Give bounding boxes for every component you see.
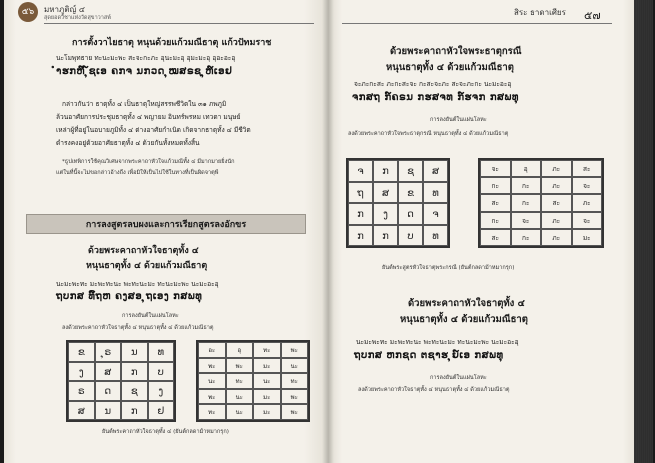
inscribe-label: การลงยันต์ในแผ่นโลหะ	[122, 313, 179, 319]
heading: หนุนธาตุทั้ง ๔ ด้วยแก้วมณีธาตุ	[400, 314, 528, 325]
yantra-cell: ທ	[423, 225, 448, 247]
footnote-line: *ธูปเทพิการใช้คุณวิเศษจากพระคาถาหัวใจแก้วมณีทั้ง ๔ มีมากมายยิ่งนัก	[62, 159, 235, 165]
yantra-cell: กะ	[511, 194, 542, 211]
page-edges	[634, 0, 653, 463]
yantra-cell: ທ	[148, 342, 175, 362]
section-banner	[26, 214, 306, 234]
yantra-cell: อุ	[226, 342, 254, 358]
right-page	[328, 0, 634, 463]
yantra-cell: มะ	[253, 358, 281, 374]
yantra-cell: ກ	[121, 401, 148, 421]
yantra-cell: ກ	[373, 225, 398, 247]
yantra-cell: ທ	[423, 182, 448, 204]
yantra-cell: จะ	[572, 212, 603, 229]
book-spine	[322, 0, 334, 463]
yantra-cell: ຢ	[148, 401, 175, 421]
yantra-cell: ກ	[348, 203, 373, 225]
yantra-caption: ยันต์พระสูตรหัวใจธาตุพระกรณี (ยันต์กลดาม้าหมากรุก)	[382, 265, 515, 271]
yantra-cell: ทะ	[281, 373, 309, 389]
page-number-badge	[18, 2, 38, 22]
right-header-rule	[342, 23, 612, 24]
yantra-cell: ກ	[373, 160, 398, 182]
heading: ด้วยพระคาถาหัวใจธาตุทั้ง ๔	[408, 298, 525, 309]
left-page	[4, 0, 328, 463]
yantra-cell: ງ	[68, 362, 95, 382]
yantra-cell: ສ	[95, 362, 122, 382]
yantra-cell: ບ	[148, 362, 175, 382]
yantra-cell: นะ	[281, 358, 309, 374]
yantra-cell: นะ	[198, 373, 226, 389]
sub-heading: ด้วยพระคาถาหัวใจธาตุทั้ง ๔	[88, 246, 199, 256]
yantra-cell: พะ	[281, 342, 309, 358]
inscribe-instruction: ลงด้วยพระคาถาหัวใจธาตุทั้ง ๔ หนุนธาตุทั้ง ๔ ด้วยแก้วมณีธาตุ	[62, 325, 214, 331]
yantra-cell: ภะ	[541, 160, 572, 177]
intro-title: การตั้งวาไยธาตุ หนุนด้วยแก้วมณีธาตุ แก้วปัทมราช	[72, 38, 272, 48]
chant-line: จะภะกะสะ ภะกะสะจะ กะสะจะภะ สะจะภะกะ นะมะอะอุ	[354, 80, 512, 88]
yantra-grid-syllables	[196, 340, 310, 422]
yantra-grid-letters	[66, 340, 176, 422]
chant-script: ຖບກສ ທົ໌ຖຫ ຄງສອ ຸຖເອງ ກສພທຸ	[56, 291, 203, 302]
yantra-cell: ງ	[148, 381, 175, 401]
yantra-cell: อะ	[198, 342, 226, 358]
left-page-number: ๕๖	[21, 7, 35, 17]
yantra-cell: ຂ	[398, 182, 423, 204]
yantra-cell: ງ	[373, 203, 398, 225]
chant-script: ຈກສຖ ກ໌ຄຣນ ກຮສຈທ ກ໌ຮຈກ ກສພທຸ	[352, 92, 519, 103]
yantra-cell: นะ	[226, 404, 254, 420]
inscribe-label: การลงยันต์ในแผ่นโลหะ	[430, 375, 487, 381]
yantra-cell: ภะ	[541, 177, 572, 194]
intro-body-line: ล้วนอาศัยการประชุมธาตุทั้ง ๔ พญายม อินทร์พรหม เทวดา มนุษย์	[56, 113, 241, 121]
yantra-grid-letters	[346, 158, 450, 248]
yantra-cell: ນ	[121, 342, 148, 362]
yantra-cell: นะ	[253, 373, 281, 389]
open-book	[4, 0, 653, 463]
yantra-cell: ຣ	[68, 381, 95, 401]
yantra-cell: สะ	[480, 194, 511, 211]
left-header-title: มหาภูติญ์ ๔	[44, 5, 85, 14]
intro-body-line: ดำรงคงอยู่ด้วยอาศัยธาตุทั้ง ๔ ด้วยกันทั้งหมดทั้งสิ้น	[56, 139, 200, 147]
intro-chant-line: นะโมพุทธาย ทะนะมะพะ สะจะกะภะ อุนะมะอุ อุมะมะอุ อุอะอะอุ	[56, 54, 236, 62]
yantra-cell: ຈ	[348, 160, 373, 182]
yantra-cell: ດ	[95, 381, 122, 401]
yantra-cell: ຸຣ	[95, 342, 122, 362]
right-header-title: สิระ ธาดาเศียร	[514, 8, 566, 17]
yantra-cell: ภะ	[541, 229, 572, 246]
yantra-cell: มะ	[572, 229, 603, 246]
yantra-cell: ສ	[423, 160, 448, 182]
yantra-cell: สะ	[572, 160, 603, 177]
yantra-cell: จะ	[572, 177, 603, 194]
chant-script: ຖບກສ ຫກຊດ ຕຊາຮ ຸຍ໌ເອ ກສພທຸ	[354, 350, 504, 361]
intro-chant-script: ຳຮກຫ໌ ຸ໌ຊເອ ຄກຈ ນກວດ ຸໝສຣຊ ຸຫ໌ເອຢ	[56, 66, 233, 77]
yantra-cell: พะ	[226, 358, 254, 374]
yantra-caption: ยันต์พระคาถาหัวใจธาตุทั้ง ๔ (ยันต์กลดาม้าหมากรุก)	[102, 429, 229, 435]
yantra-cell: ภะ	[541, 212, 572, 229]
yantra-cell: ทะ	[226, 373, 254, 389]
yantra-cell: พะ	[281, 404, 309, 420]
sub-heading: หนุนธาตุทั้ง ๔ ด้วยแก้วมณีธาตุ	[86, 261, 208, 271]
yantra-cell: ນ	[95, 401, 122, 421]
left-header-rule	[44, 23, 314, 24]
yantra-cell: สะ	[480, 229, 511, 246]
yantra-cell: ດ	[398, 203, 423, 225]
heading: หนุนธาตุทั้ง ๔ ด้วยแก้วมณีธาตุ	[386, 62, 514, 73]
intro-body-line: กล่าวกันว่า ธาตุทั้ง ๔ เป็นธาตุใหญ่สรรพชีวิตใน ๓๑ ภพภูมิ	[62, 100, 227, 108]
yantra-cell: ຖ	[348, 182, 373, 204]
chant-line: นะมะพะทะ มะพะทะนะ พะทะนะมะ ทะนะมะพะ นะมะอะอุ	[56, 280, 219, 288]
yantra-cell: พะ	[198, 389, 226, 405]
yantra-cell: มะ	[253, 389, 281, 405]
chant-line: นะมะพะทะ มะพะทะนะ พะทะนะมะ ทะนะมะพะ นะมะอะอุ	[356, 338, 519, 346]
yantra-cell: ຈ	[423, 203, 448, 225]
yantra-cell: ทะ	[198, 404, 226, 420]
intro-body-line: เหล่าผู้ที่อยู่ในอบายภูมิทั้ง ๔ ต่างอาศัยกำเนิด เกิดจากธาตุทั้ง ๔ มีชีวิต	[56, 126, 251, 134]
yantra-cell: อุ	[511, 160, 542, 177]
right-page-number: ๕๗	[584, 9, 601, 22]
yantra-cell: มะ	[253, 404, 281, 420]
inscribe-instruction: ลงด้วยพระคาถาหัวใจธาตุทั้ง ๔ หนุนธาตุทั้ง ๔ ด้วยแก้วมณีธาตุ	[358, 387, 510, 393]
yantra-cell: ຂ	[68, 342, 95, 362]
yantra-cell: ຊ	[398, 160, 423, 182]
yantra-cell: ຊ	[121, 381, 148, 401]
left-header-subtitle: สุดยอดวิชาแห่งวัดสุขาวาสพ์	[44, 15, 111, 21]
heading: ด้วยพระคาถาหัวใจพระธาตุกรณี	[390, 46, 522, 57]
yantra-cell: ບ	[398, 225, 423, 247]
yantra-cell: สะ	[541, 194, 572, 211]
yantra-cell: นะ	[226, 389, 254, 405]
yantra-cell: ສ	[373, 182, 398, 204]
yantra-cell: กะ	[480, 212, 511, 229]
yantra-cell: ภะ	[572, 194, 603, 211]
yantra-cell: กะ	[511, 229, 542, 246]
yantra-cell: พะ	[198, 358, 226, 374]
yantra-cell: จะ	[511, 212, 542, 229]
yantra-cell: ສ	[68, 401, 95, 421]
yantra-cell: ກ	[348, 225, 373, 247]
yantra-cell: กะ	[511, 177, 542, 194]
inscribe-instruction: ลงด้วยพระคาถาหัวใจพระธาตุกรณี หนุนธาตุทั้ง ๔ ด้วยแก้วมณีธาตุ	[348, 131, 509, 137]
yantra-cell: กะ	[480, 177, 511, 194]
footnote-line: แต่ในที่นี้จะไม่ขอกล่าวอ้างถึง เพื่อมิให้เป็นไปใช้ในทางที่เป็นผิดจาตุพี	[56, 170, 219, 176]
yantra-cell: ກ	[121, 362, 148, 382]
yantra-cell: พะ	[281, 389, 309, 405]
section-banner-text: การลงสูตรลบผงและการเรียกสูตรลงอักขร	[85, 220, 247, 230]
inscribe-label: การลงยันต์ในแผ่นโลหะ	[430, 117, 487, 123]
yantra-cell: จะ	[480, 160, 511, 177]
yantra-grid-syllables	[478, 158, 604, 248]
yantra-cell: ทะ	[253, 342, 281, 358]
